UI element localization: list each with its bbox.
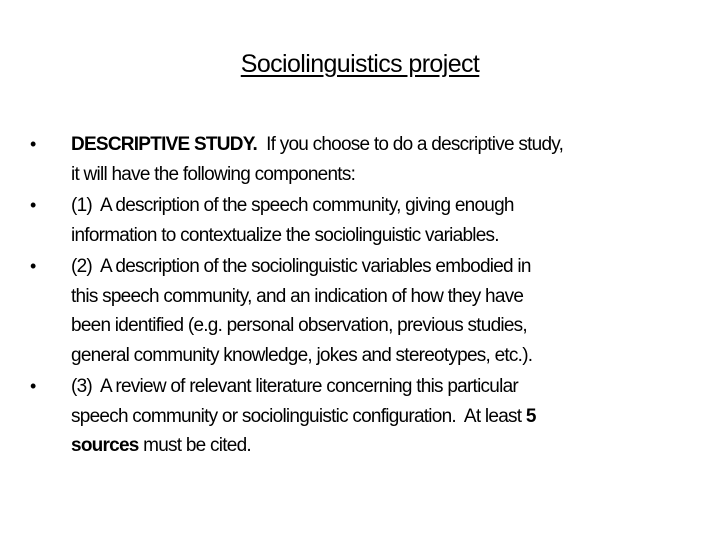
text-line: been identified (e.g. personal observation, previous studies, <box>71 315 527 336</box>
text-line: information to contextualize the sociolinguistic variables. <box>71 224 499 246</box>
bullet-icon: • <box>30 376 37 396</box>
text-line: it will have the following components: <box>71 163 356 185</box>
text-line: (1) A description of the speech community, giving enough <box>71 195 514 216</box>
text-line: general community knowledge, jokes and stereotypes, etc.). <box>71 344 533 366</box>
text-line <box>71 402 720 432</box>
text-line <box>71 431 720 461</box>
bullet-item-3 <box>0 372 720 461</box>
bold-text: sources <box>71 435 139 456</box>
bold-text: DESCRIPTIVE STUDY. <box>71 134 258 155</box>
text: must be cited. <box>138 435 251 456</box>
text-line: (2) A description of the sociolinguistic variables embodied in <box>71 256 531 277</box>
bullet-list <box>0 130 720 463</box>
title-text: Sociolinguistics project <box>240 50 480 78</box>
text-line: this speech community, and an indication of how they have <box>71 285 524 307</box>
bullet-icon: • <box>30 195 37 215</box>
bullet-icon: • <box>30 256 37 276</box>
bullet-item-2 <box>0 252 720 370</box>
slide-title <box>0 50 720 79</box>
bullet-item-1 <box>0 191 720 250</box>
bullet-item-descriptive-study <box>0 130 720 189</box>
text-line: (3) A review of relevant literature concerning this particular <box>71 376 518 397</box>
text: If you choose to do a descriptive study, <box>257 134 564 155</box>
text-line <box>71 130 720 160</box>
bullet-icon: • <box>30 134 37 154</box>
bold-text: 5 <box>525 405 536 427</box>
text: speech community or sociolinguistic configuration. At least <box>71 405 526 427</box>
